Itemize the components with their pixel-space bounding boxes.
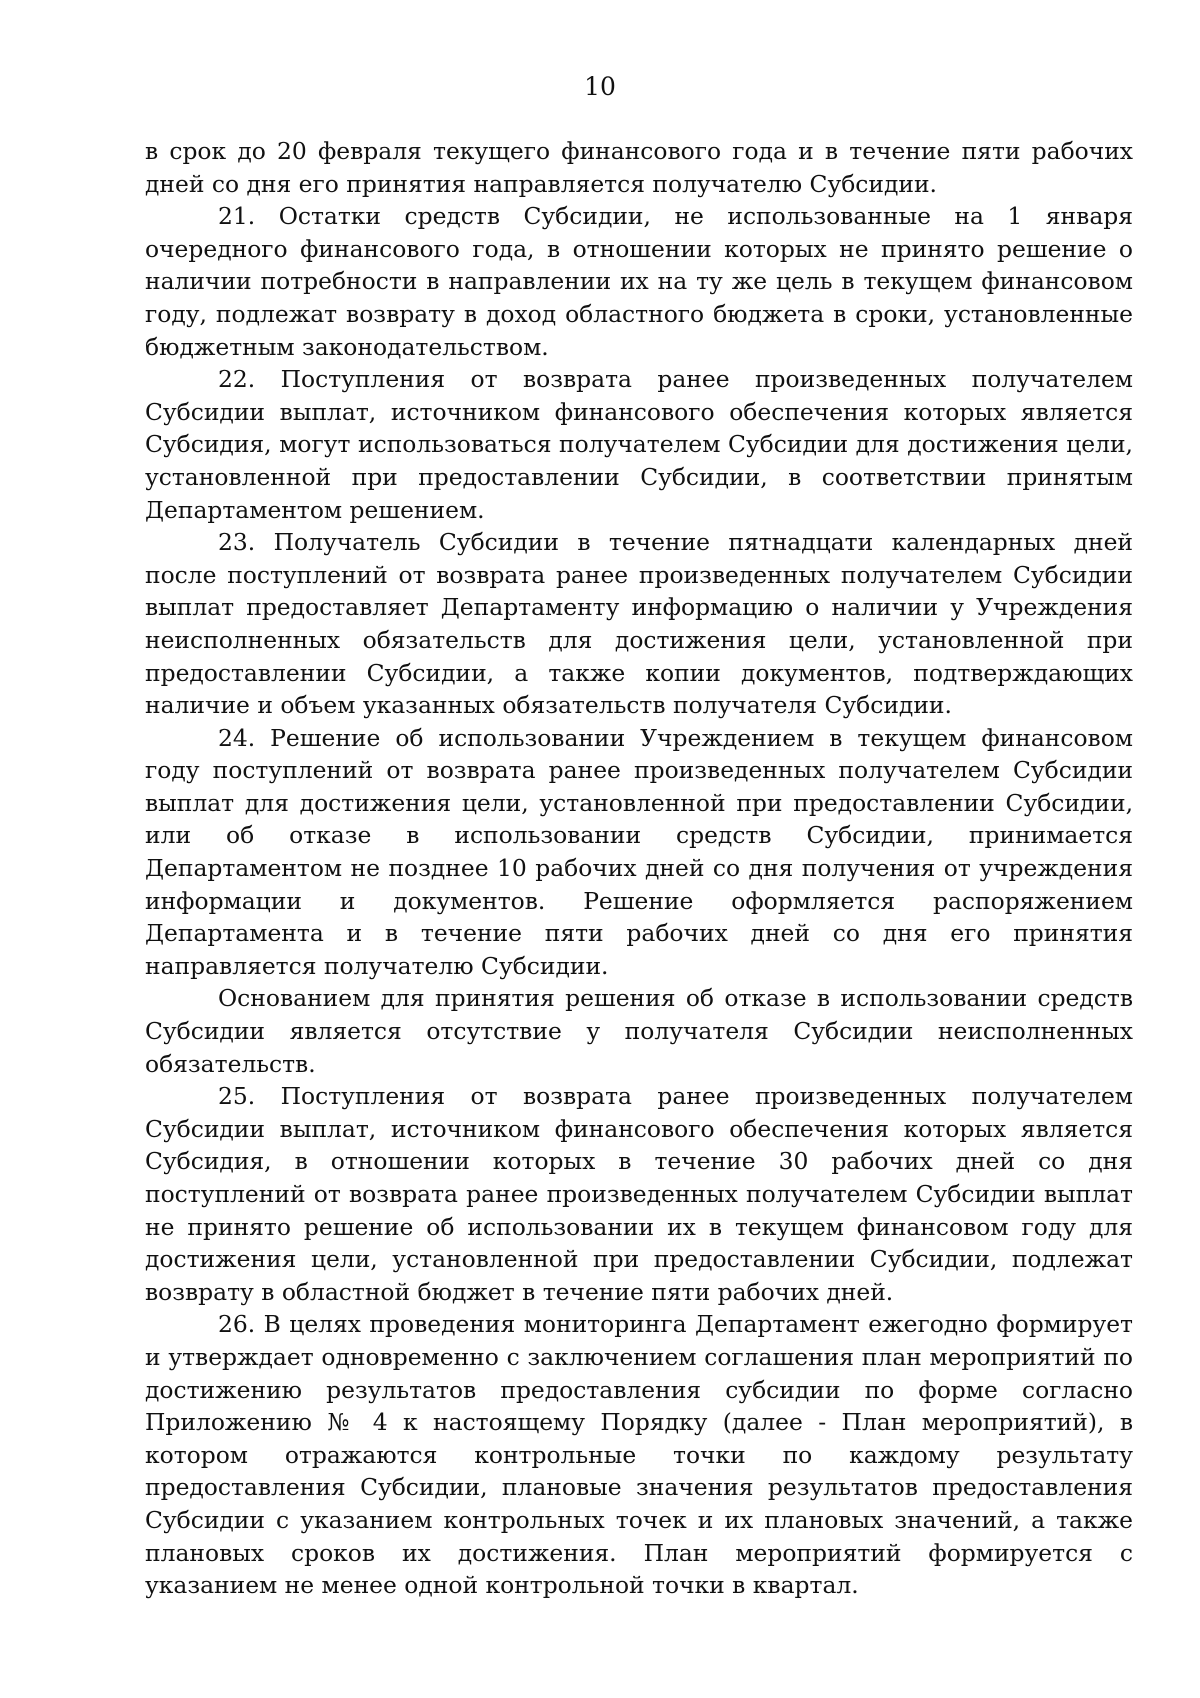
paragraph-item-23: 23. Получатель Субсидии в течение пятнадцати календарных дней после поступлений от возврата ранее произведенных получателем Субсидии выплат предоставляет Департаменту информацию о наличии у Учреждения неисполненных обязательств для достижения цели, установленной при предоставлении Субсидии, а также копии документов, подтверждающих наличие и объем указанных обязательств получателя Субсидии.	[145, 528, 1133, 720]
paragraph-continuation: в срок до 20 февраля текущего финансового года и в течение пяти рабочих дней со дня его принятия направляется получателю Субсидии.	[145, 137, 1133, 198]
paragraph-item-21: 21. Остатки средств Субсидии, не использованные на 1 января очередного финансового года, в отношении которых не принято решение о наличии потребности в направлении их на ту же цель в текущем финансовом году, подлежат возврату в доход областного бюджета в сроки, установленные бюджетным законодательством.	[145, 202, 1133, 361]
paragraph-item-25: 25. Поступления от возврата ранее произведенных получателем Субсидии выплат, источником финансового обеспечения которых является Субсидия, в отношении которых в течение 30 рабочих дней со дня поступлений от возврата ранее произведенных получателем Субсидии выплат не принято решение об использовании их в текущем финансовом году для достижения цели, установленной при предоставлении Субсидии, подлежат возврату в областной бюджет в течение пяти рабочих дней.	[145, 1082, 1133, 1306]
paragraph-item-22: 22. Поступления от возврата ранее произведенных получателем Субсидии выплат, источником финансового обеспечения которых является Субсидия, могут использоваться получателем Субсидии для достижения цели, установленной при предоставлении Субсидии, в соответствии принятым Департаментом решением.	[145, 365, 1133, 524]
paragraph-item-24: 24. Решение об использовании Учреждением в текущем финансовом году поступлений от возврата ранее произведенных получателем Субсидии выплат для достижения цели, установленной при предоставлении Субсидии, или об отказе в использовании средств Субсидии, принимается Департаментом не позднее 10 рабочих дней со дня получения от учреждения информации и документов. Решение оформляется распоряжением Департамента и в течение пяти рабочих дней со дня его принятия направляется получателю Субсидии.	[145, 723, 1133, 980]
paragraph-item-24-basis: Основанием для принятия решения об отказе в использовании средств Субсидии является отсутствие у получателя Субсидии неисполненных обязательств.	[145, 984, 1133, 1078]
page-number: 10	[584, 72, 616, 101]
document-body	[145, 135, 1133, 1602]
paragraph-item-26: 26. В целях проведения мониторинга Департамент ежегодно формирует и утверждает одновременно с заключением соглашения план мероприятий по достижению результатов предоставления субсидии по форме согласно Приложению № 4 к настоящему Порядку (далее - План мероприятий), в котором отражаются контрольные точки по каждому результату предоставления Субсидии, плановые значения результатов предоставления Субсидии с указанием контрольных точек и их плановых значений, а также плановых сроков их достижения. План мероприятий формируется с указанием не менее одной контрольной точки в квартал.	[145, 1310, 1133, 1600]
